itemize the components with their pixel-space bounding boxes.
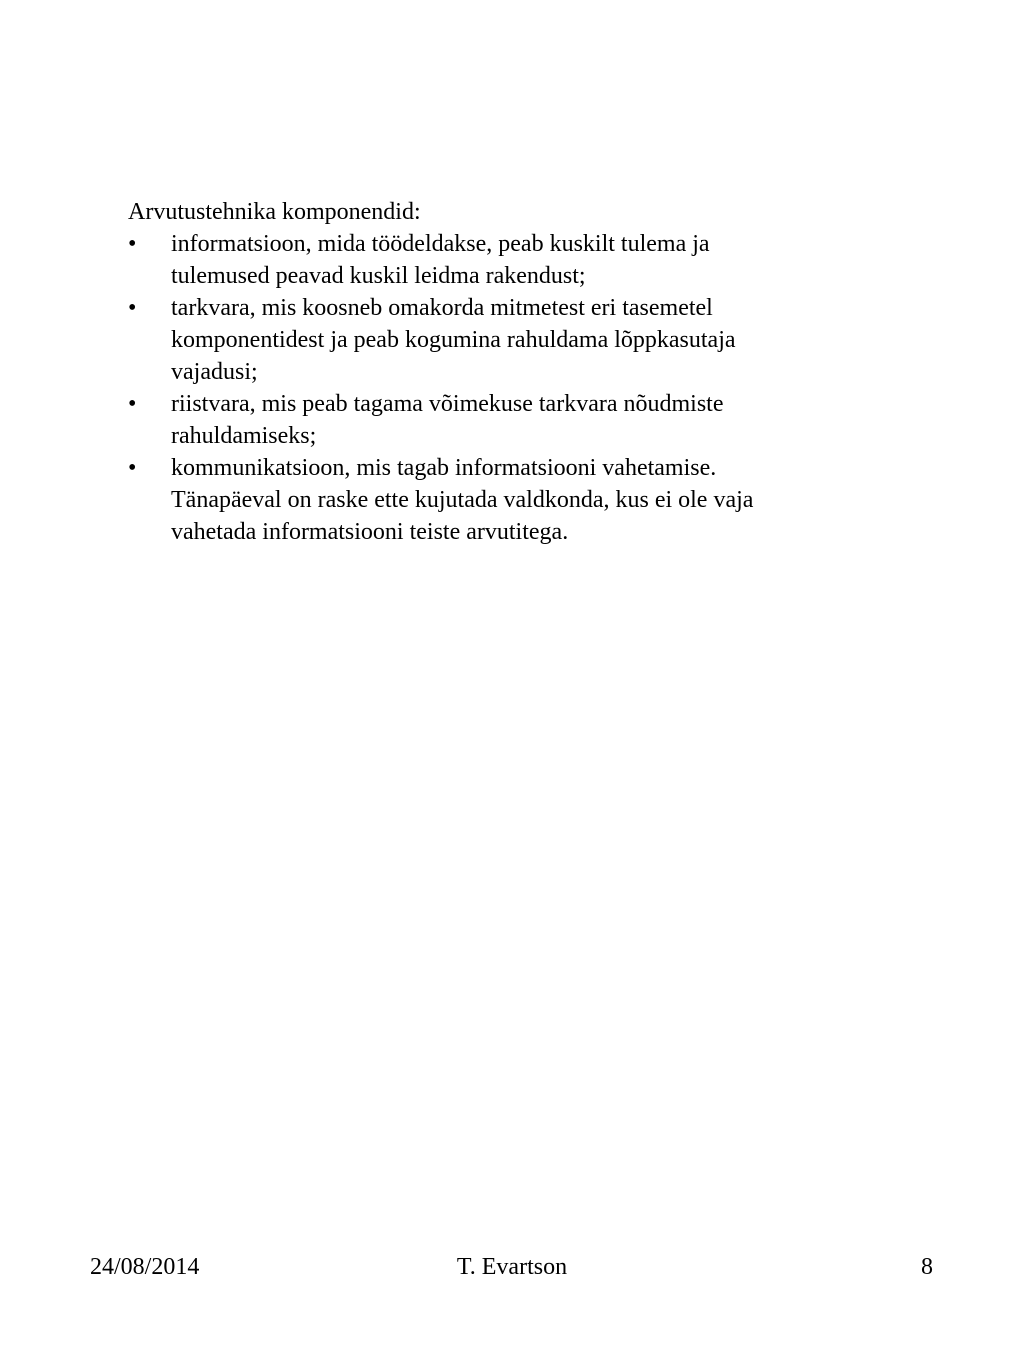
bullet-list bbox=[128, 228, 888, 548]
slide-content bbox=[128, 196, 888, 548]
bullet-icon: • bbox=[128, 231, 137, 257]
bullet-text-line: rahuldamiseks; bbox=[171, 423, 317, 449]
bullet-item bbox=[128, 388, 888, 452]
bullet-item bbox=[128, 292, 888, 388]
bullet-text-line: tulemused peavad kuskil leidma rakendust; bbox=[171, 263, 586, 289]
bullet-text-line: riistvara, mis peab tagama võimekuse tarkvara nõudmiste bbox=[171, 391, 724, 417]
page-number: 8 bbox=[921, 1254, 933, 1280]
bullet-text-line: Tänapäeval on raske ette kujutada valdkonda, kus ei ole vaja bbox=[171, 487, 754, 513]
bullet-text-line: informatsioon, mida töödeldakse, peab kuskilt tulema ja bbox=[171, 231, 710, 257]
bullet-text-line: komponentidest ja peab kogumina rahuldama lõppkasutaja bbox=[171, 327, 736, 353]
footer-date: 24/08/2014 bbox=[90, 1254, 200, 1280]
bullet-item bbox=[128, 228, 888, 292]
footer-author: T. Evartson bbox=[456, 1254, 568, 1280]
slide-heading: Arvutustehnika komponendid: bbox=[128, 199, 421, 225]
bullet-icon: • bbox=[128, 455, 137, 481]
bullet-icon: • bbox=[128, 295, 137, 321]
bullet-item bbox=[128, 452, 888, 548]
bullet-text-line: vahetada informatsiooni teiste arvutitega. bbox=[171, 519, 569, 545]
bullet-text-line: tarkvara, mis koosneb omakorda mitmetest eri tasemetel bbox=[171, 295, 713, 321]
bullet-icon: • bbox=[128, 391, 137, 417]
bullet-text-line: vajadusi; bbox=[171, 359, 258, 385]
bullet-text-line: kommunikatsioon, mis tagab informatsiooni vahetamise. bbox=[171, 455, 717, 481]
